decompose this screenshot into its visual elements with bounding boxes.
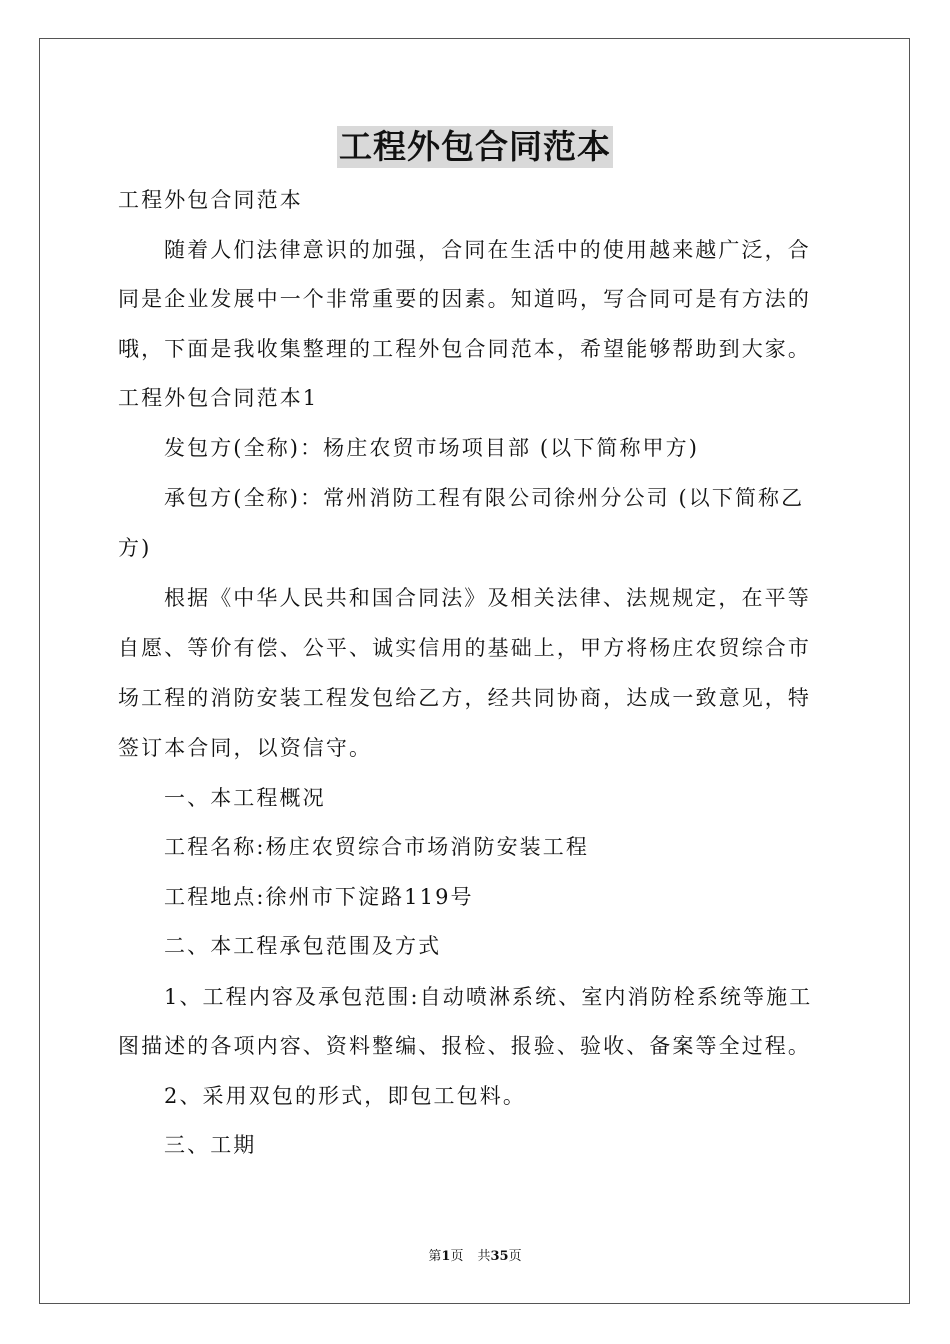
paragraph-line: 根据《中华人民共和国合同法》及相关法律、法规规定，在平等 [164,586,811,610]
section-heading: 一、本工程概况 [164,786,326,810]
paragraph-line: 自愿、等价有偿、公平、诚实信用的基础上，甲方将杨庄农贸综合市 [118,636,811,660]
paragraph-line: 1、工程内容及承包范围:自动喷淋系统、室内消防栓系统等施工 [164,985,813,1009]
paragraph-line: 哦，下面是我收集整理的工程外包合同范本，希望能够帮助到大家。 [118,337,811,361]
paragraph-line: 同是企业发展中一个非常重要的因素。知道吗，写合同可是有方法的 [118,287,811,311]
section-heading: 工程外包合同范本1 [118,386,319,410]
paragraph-line: 签订本合同，以资信守。 [118,736,373,760]
section-heading: 二、本工程承包范围及方式 [164,934,442,958]
paragraph-line: 方) [118,536,152,560]
footer-total-pages: 35 [490,1249,509,1264]
page-border [39,38,910,1304]
paragraph-line: 随着人们法律意识的加强，合同在生活中的使用越来越广泛，合 [164,238,811,262]
footer-total-suffix: 页 [508,1249,522,1264]
paragraph-line: 工程地点:徐州市下淀路119号 [164,885,474,909]
paragraph-line: 工程名称:杨庄农贸综合市场消防安装工程 [164,835,589,859]
footer-page-number: 1 [441,1249,451,1264]
paragraph-line: 发包方(全称)：杨庄农贸市场项目部 (以下简称甲方) [164,436,700,460]
paragraph-line: 2、采用双包的形式，即包工包料。 [164,1084,526,1108]
title-container [0,126,950,168]
paragraph-line: 图描述的各项内容、资料整编、报检、报验、验收、备案等全过程。 [118,1034,811,1058]
paragraph-line: 场工程的消防安装工程发包给乙方，经共同协商，达成一致意见，特 [118,686,811,710]
subtitle-line: 工程外包合同范本 [118,188,303,212]
page-footer [0,1248,950,1266]
document-title: 工程外包合同范本 [339,127,611,166]
footer-page-prefix: 第 [428,1249,442,1264]
footer-total-prefix: 共 [477,1249,491,1264]
section-heading: 三、工期 [164,1133,257,1157]
paragraph-line: 承包方(全称)：常州消防工程有限公司徐州分公司 (以下简称乙 [164,486,805,510]
footer-page-suffix: 页 [450,1249,464,1264]
